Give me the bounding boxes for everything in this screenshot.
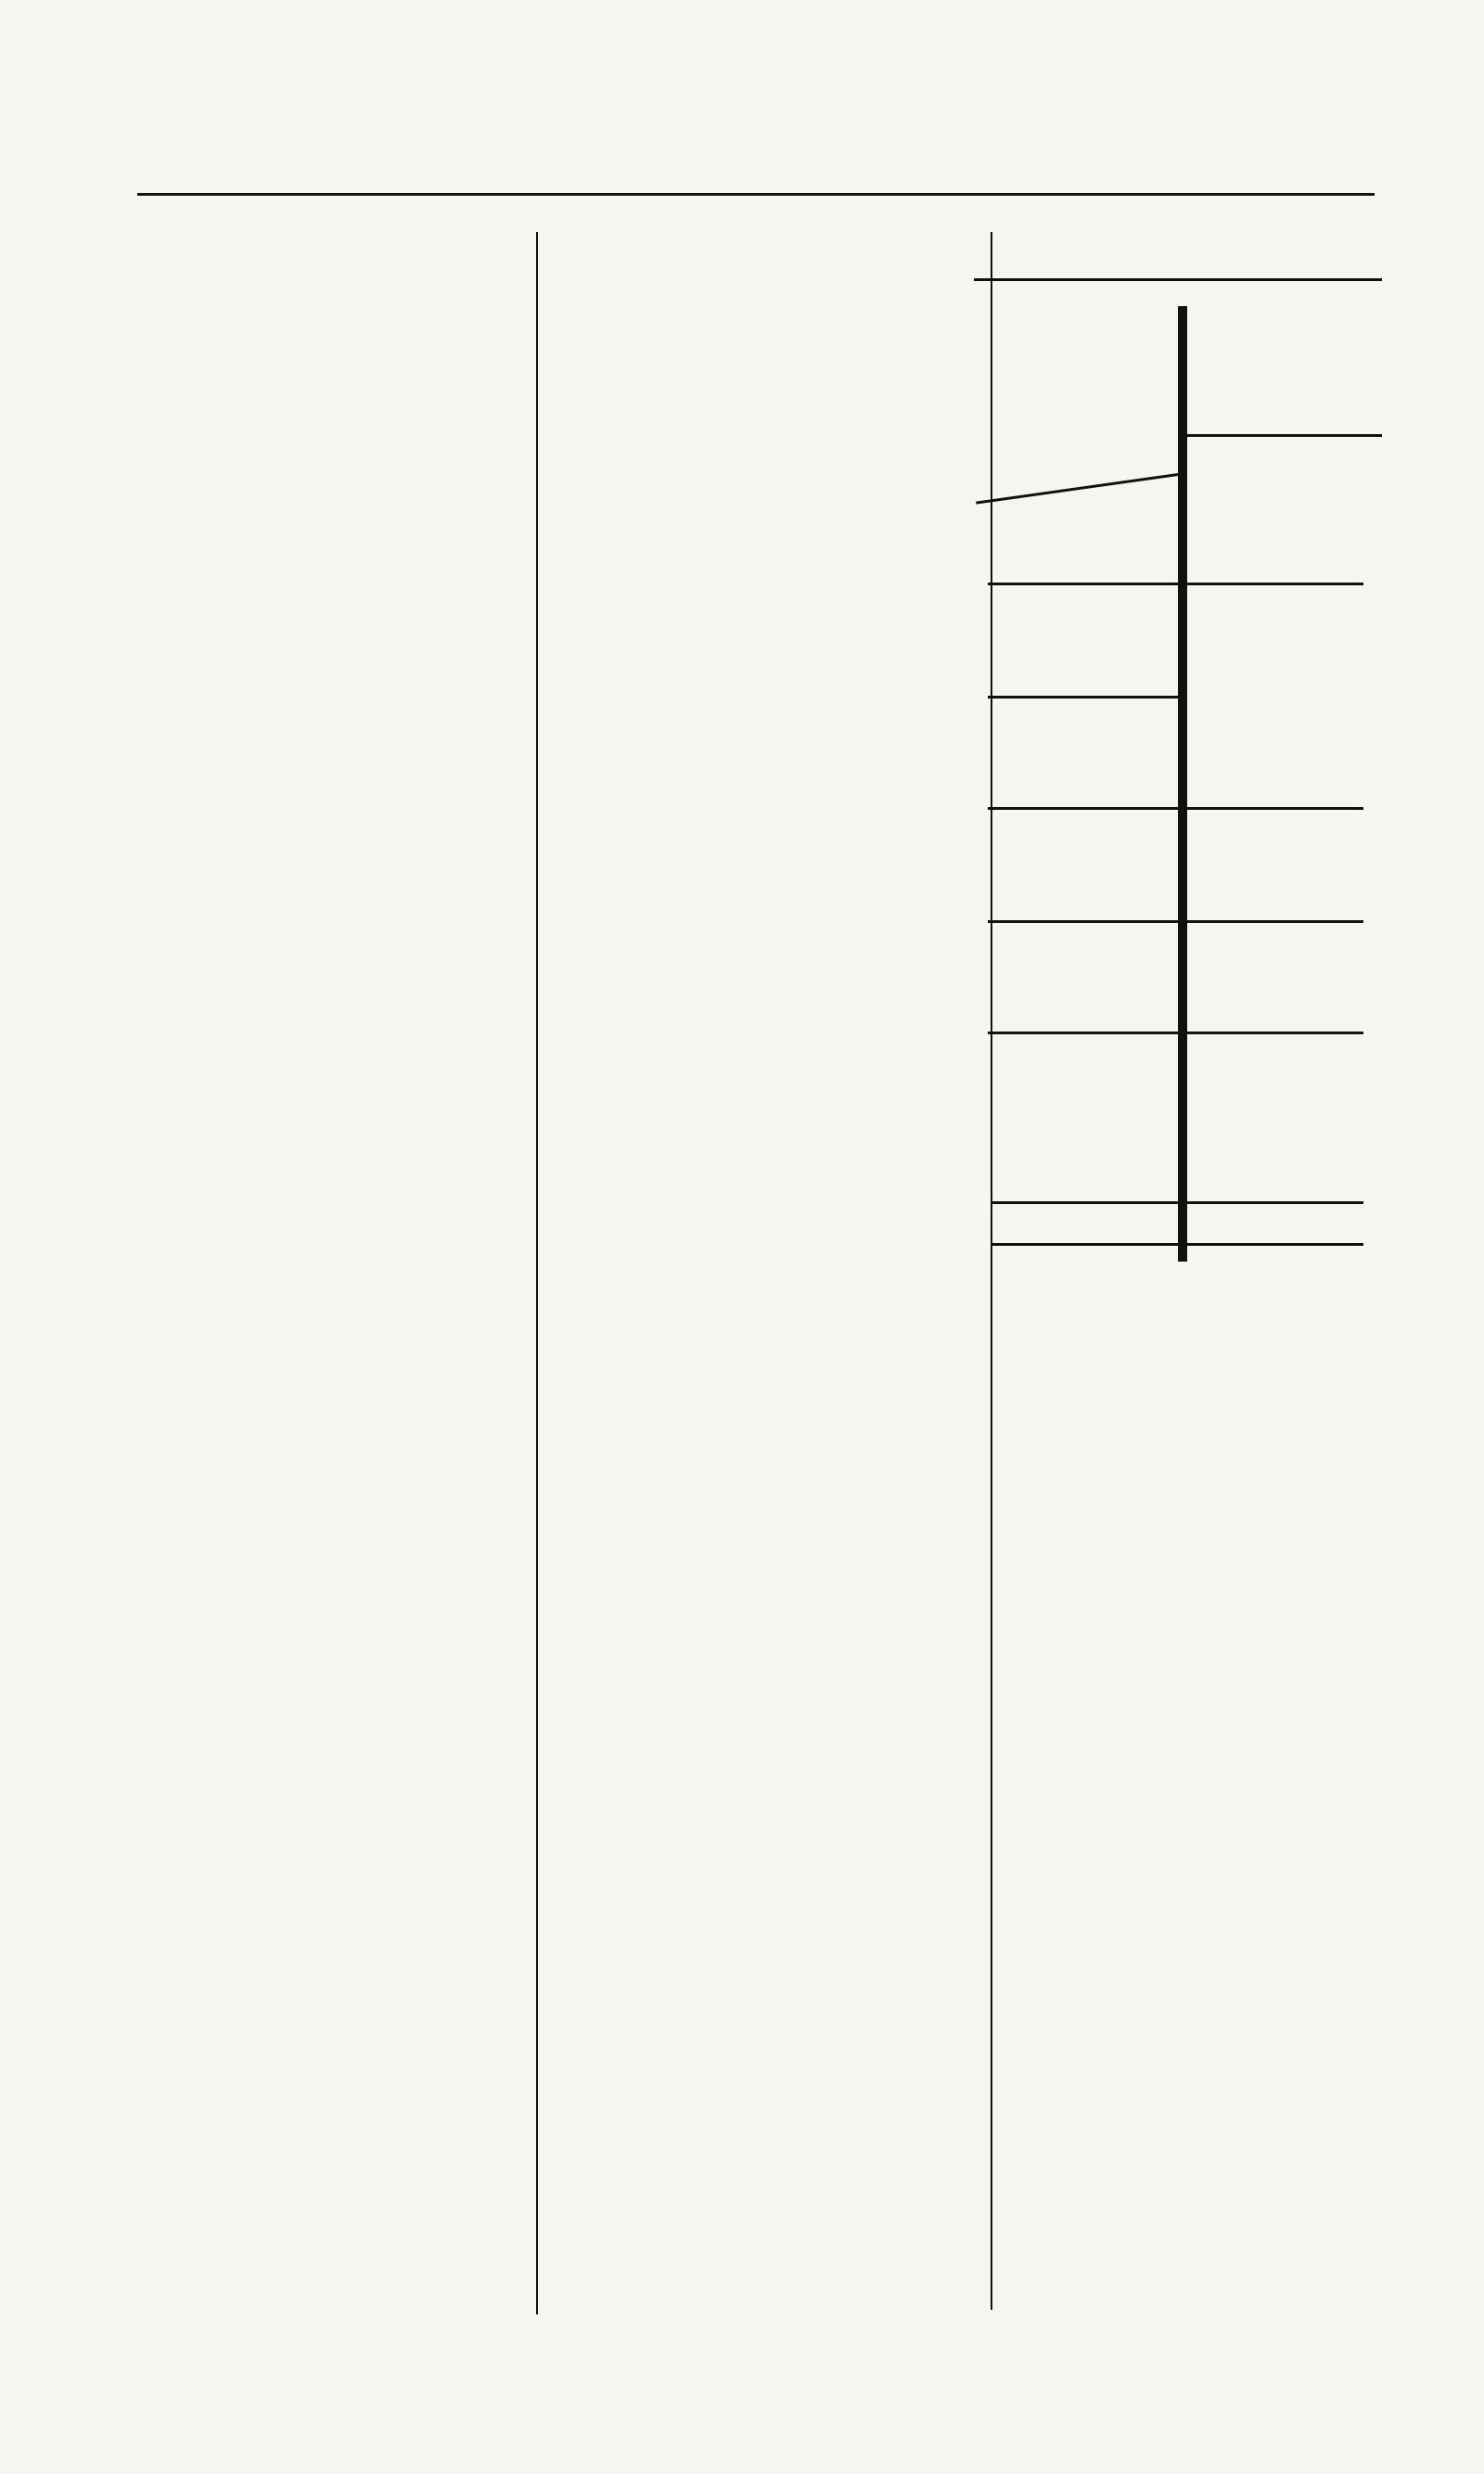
directory-entry: [538, 1133, 974, 1168]
directory-entry: [538, 506, 974, 542]
directory-entry: [109, 1898, 536, 1933]
directory-entry: [109, 1724, 536, 1760]
directory-entry: [538, 1920, 974, 1955]
directory-entry: [109, 1237, 536, 1273]
directory-entry: [538, 1237, 974, 1273]
directory-entry: [109, 437, 536, 472]
directory-entry: [538, 993, 974, 1029]
directory-entry: [538, 333, 974, 368]
directory-entry: [109, 1202, 536, 1237]
directory-entry: [109, 993, 536, 1029]
directory-entry: [109, 2107, 536, 2142]
directory-entry: [538, 681, 974, 716]
directory-entry: [538, 1747, 974, 1782]
directory-entry: [109, 472, 536, 507]
page-header: [137, 137, 1375, 193]
directory-entry: [109, 924, 536, 959]
directory-entry: [538, 1781, 974, 1816]
directory-entry: [109, 959, 536, 994]
road-august: [988, 583, 1363, 585]
directory-entry: [538, 263, 974, 299]
directory-entry: [109, 506, 536, 542]
column-2-bottom: [538, 1503, 974, 2303]
road-wilhelm: [988, 920, 1363, 923]
road-goeschen: [988, 696, 1178, 699]
directory-entry: [109, 1133, 536, 1168]
directory-entry: [538, 576, 974, 611]
directory-entry: [538, 1538, 974, 1573]
directory-entry: [109, 646, 536, 681]
directory-entry: [538, 1307, 974, 1342]
directory-entry: [109, 1377, 536, 1412]
directory-entry: [538, 611, 974, 647]
directory-entry: [109, 1446, 536, 1481]
directory-entry: [109, 298, 536, 333]
road-karl: [988, 807, 1363, 810]
directory-entry: [538, 924, 974, 959]
header-rule: [137, 193, 1375, 196]
directory-entry: [109, 576, 536, 611]
column-2-top: [538, 228, 974, 1341]
directory-entry: [538, 2164, 974, 2199]
road-wessel: [1187, 434, 1382, 437]
directory-entry: [109, 890, 536, 925]
directory-entry: [109, 403, 536, 438]
directory-entry: [109, 715, 536, 750]
directory-entry: [538, 715, 974, 750]
directory-entry: [109, 750, 536, 786]
directory-entry: [538, 1816, 974, 1852]
directory-entry: [109, 1550, 536, 1585]
directory-entry: [109, 1828, 536, 1864]
directory-entry: [538, 2234, 974, 2269]
directory-entry: [538, 820, 974, 855]
directory-entry: [109, 2211, 536, 2247]
directory-entry: [109, 681, 536, 716]
directory-entry: [109, 228, 536, 263]
directory-entry: [109, 1098, 536, 1134]
road-brahms: [976, 473, 1178, 505]
directory-entry: [538, 1572, 974, 1608]
directory-entry: [109, 2246, 536, 2281]
marienstrasse-street: [1178, 306, 1187, 1262]
directory-entry: [538, 367, 974, 403]
directory-entry: [538, 2095, 974, 2130]
directory-entry: [538, 1168, 974, 1203]
directory-entry: [538, 1677, 974, 1712]
directory-entry: [538, 1098, 974, 1134]
road-knoop: [988, 1032, 1363, 1034]
directory-entry: [109, 1307, 536, 1342]
directory-entry: [109, 1620, 536, 1655]
directory-entry: [109, 1689, 536, 1724]
directory-entry: [109, 1168, 536, 1203]
directory-entry: [109, 1411, 536, 1446]
directory-entry: [109, 1341, 536, 1377]
directory-entry: [538, 403, 974, 438]
directory-entry: [538, 785, 974, 820]
directory-entry: [109, 1063, 536, 1098]
directory-entry: [538, 2059, 974, 2095]
directory-entry: [538, 854, 974, 890]
directory-entry: [538, 1608, 974, 1643]
directory-entry: [109, 542, 536, 577]
directory-entry: [538, 1029, 974, 1064]
directory-entry: [538, 298, 974, 333]
directory-entry: [109, 1481, 536, 1516]
directory-entry: [109, 2176, 536, 2211]
directory-entry: [538, 959, 974, 994]
road-rathausplatz: [992, 1201, 1363, 1204]
directory-entry: [538, 1063, 974, 1098]
directory-entry: [538, 1202, 974, 1237]
directory-entry: [538, 2025, 974, 2060]
road-top: [974, 278, 1382, 281]
directory-entry: [109, 611, 536, 647]
directory-entry: [109, 1516, 536, 1551]
directory-entry: [109, 1272, 536, 1307]
directory-entry: [109, 820, 536, 855]
directory-entry: [109, 1864, 536, 1899]
directory-entry: [538, 1642, 974, 1677]
directory-entry: [109, 1655, 536, 1690]
directory-entry: [538, 1990, 974, 2025]
directory-entry: [109, 1794, 536, 1829]
directory-entry: [538, 2268, 974, 2303]
directory-entry: [538, 1886, 974, 1921]
directory-entry: [109, 854, 536, 890]
directory-entry: [109, 1759, 536, 1794]
directory-entry: [109, 785, 536, 820]
directory-entry: [109, 2142, 536, 2177]
directory-entry: [538, 1272, 974, 1307]
directory-entry: [109, 2003, 536, 2038]
directory-entry: [109, 263, 536, 299]
directory-entry: [109, 1968, 536, 2003]
directory-entry: [109, 2281, 536, 2316]
directory-entry: [538, 1711, 974, 1747]
street-sketch: [974, 232, 1382, 1289]
directory-entry: [109, 1029, 536, 1064]
directory-entry: [538, 542, 974, 577]
directory-entry: [538, 437, 974, 472]
column-1: [109, 228, 536, 2315]
directory-entry: [109, 333, 536, 368]
directory-entry: [538, 2129, 974, 2164]
directory-entry: [538, 2198, 974, 2234]
directory-entry: [538, 1955, 974, 1991]
directory-entry: [538, 228, 974, 263]
directory-entry: [538, 1503, 974, 1538]
directory-entry: [109, 1585, 536, 1621]
directory-entry: [109, 2037, 536, 2072]
directory-entry: [538, 750, 974, 786]
road-rathausstrasse: [992, 1243, 1363, 1246]
directory-entry: [538, 1851, 974, 1886]
directory-entry: [109, 2072, 536, 2108]
directory-entry: [538, 890, 974, 925]
directory-entry: [109, 1933, 536, 1968]
directory-entry: [538, 472, 974, 507]
directory-entry: [538, 646, 974, 681]
directory-entry: [109, 367, 536, 403]
